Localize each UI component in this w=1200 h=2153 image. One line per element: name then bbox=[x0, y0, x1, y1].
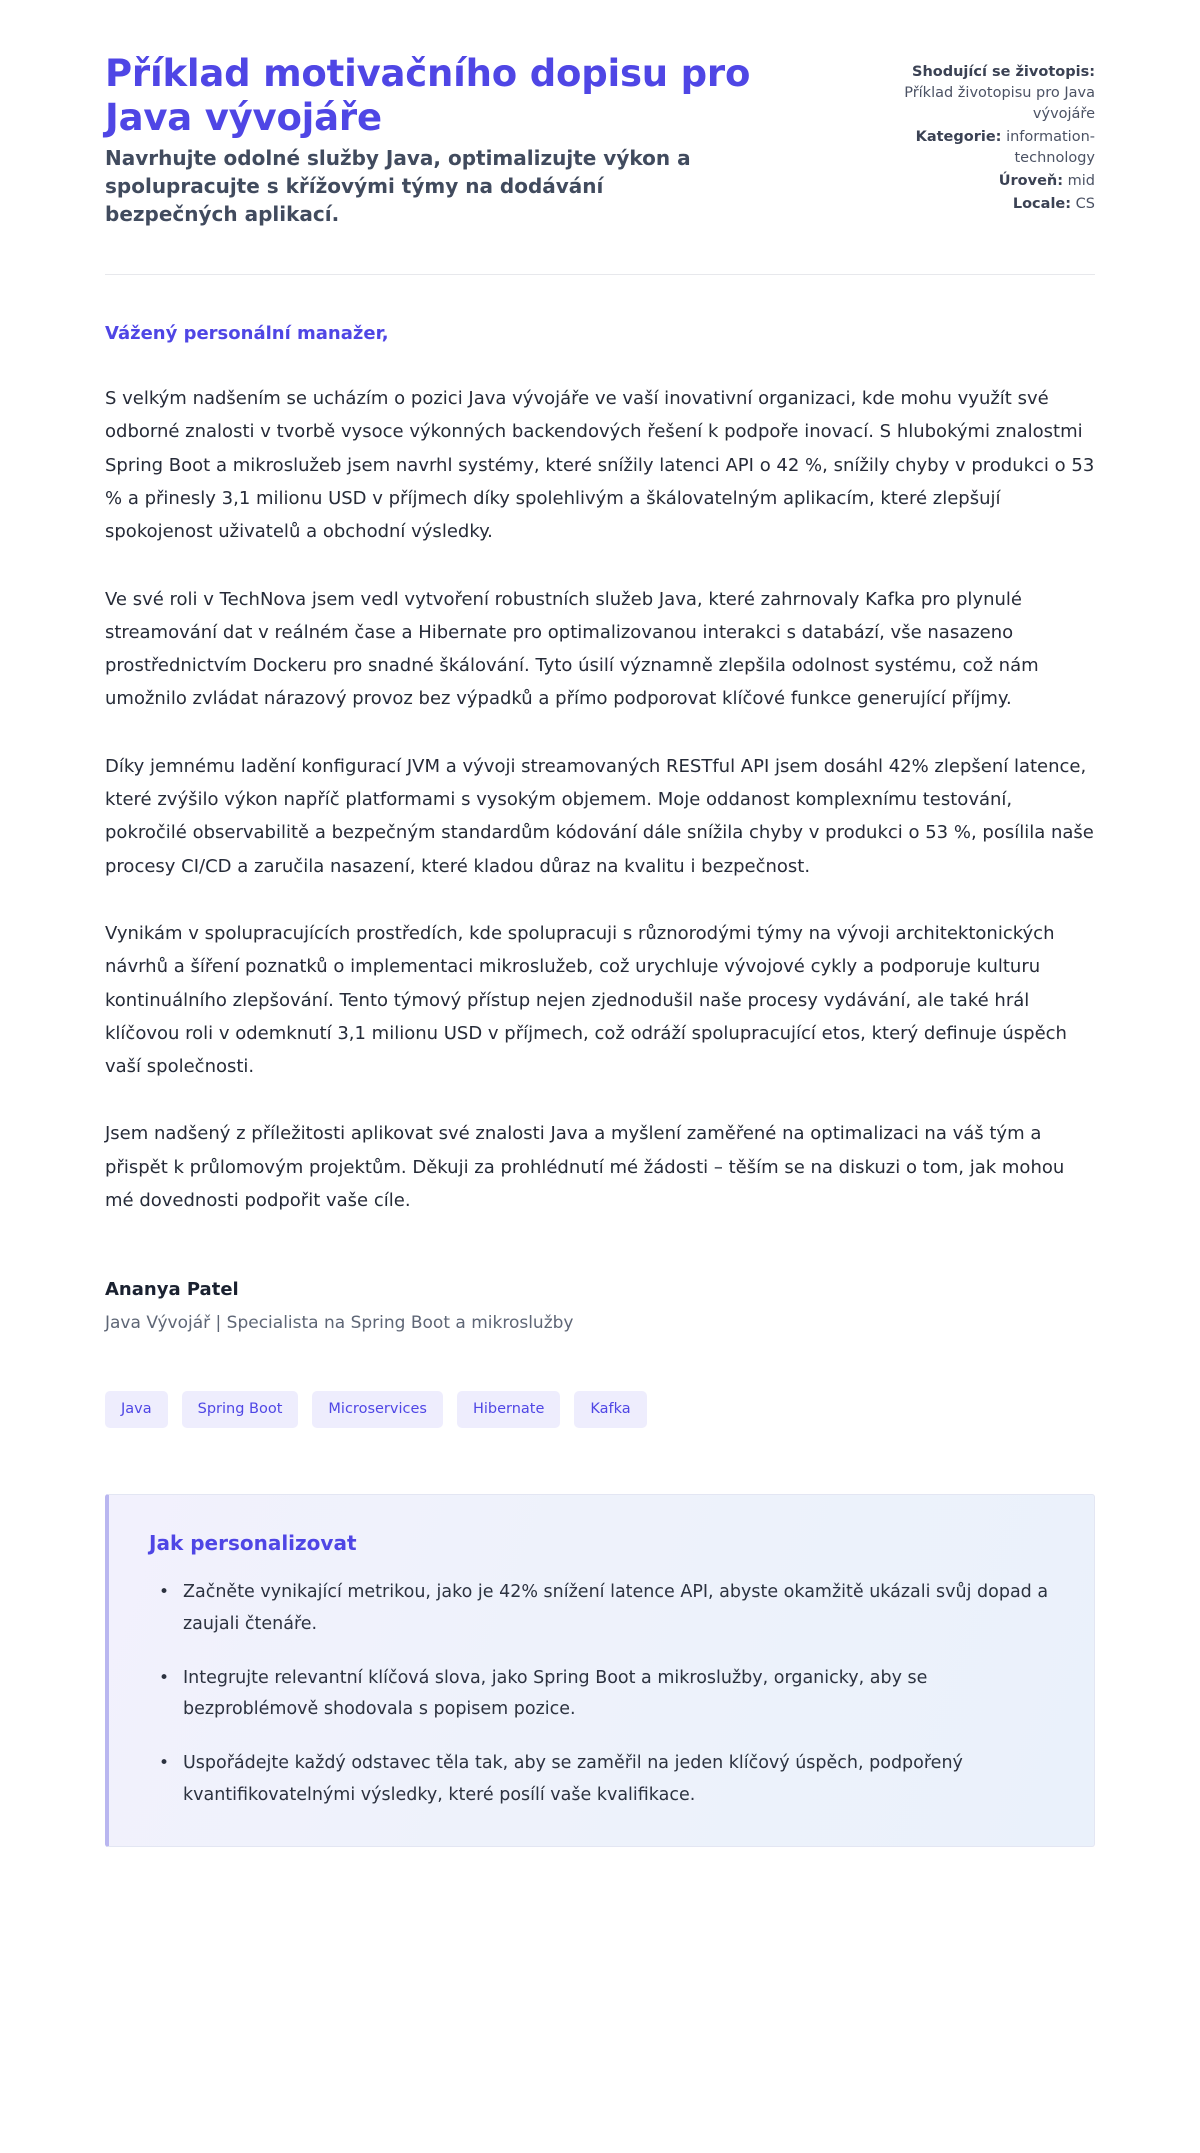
letter-paragraph: Díky jemnému ladění konfigurací JVM a vývoji streamovaných RESTful API jsem dosáhl 42% zlepšení latence, které zvýšilo výkon napříč platformami s vysokým objemem. Moje oddanost komplexnímu testování, pokročilé observabilitě a bezpečným standardům kódování dále snížila chyby v produkci o 53 %, posílila naše procesy CI/CD a zaručila nasazení, které kladou důraz na kvalitu i bezpečnost. bbox=[105, 755, 1094, 877]
meta-level-label: Úroveň: bbox=[998, 173, 1064, 190]
meta-level-value: mid bbox=[1067, 173, 1095, 190]
callout-tip-item: • Začněte vynikající metrikou, jako je 42% snížení latence API, abyste okamžitě ukázali svůj dopad a zaujali čtenáře. bbox=[179, 1577, 1054, 1641]
page-title: Příklad motivačního dopisu pro Java vývojáře bbox=[105, 52, 751, 139]
meta-level bbox=[850, 171, 1095, 192]
skill-tag[interactable]: Spring Boot bbox=[182, 1391, 299, 1428]
header-text-block bbox=[105, 52, 805, 228]
signature-name: Ananya Patel bbox=[105, 1279, 239, 1301]
skill-tag[interactable]: Hibernate bbox=[457, 1391, 560, 1428]
document-metadata bbox=[850, 52, 1095, 217]
skill-tag[interactable]: Kafka bbox=[574, 1391, 646, 1428]
letter-paragraph: S velkým nadšením se ucházím o pozici Java vývojáře ve vaší inovativní organizaci, kde mohu využít své odborné znalosti v tvorbě vysoce výkonných backendových řešení k podpoře inovací. S hlubokými znalostmi Spring Boot a mikroslužeb jsem navrhl systémy, které snížily latenci API o 42 %, snížily chyby v produkci o 53 % a přinesly 3,1 milionu USD v příjmech díky spolehlivým a škálovatelným aplikacím, které zlepšují spokojenost uživatelů a obchodní výsledky. bbox=[105, 388, 1095, 543]
meta-locale-value: CS bbox=[1075, 196, 1095, 213]
meta-category bbox=[850, 127, 1095, 169]
page-header bbox=[105, 52, 1095, 228]
meta-matching-resume-label: Shodující se životopis: bbox=[912, 64, 1095, 80]
meta-locale-label: Locale: bbox=[1012, 196, 1072, 213]
letter-greeting: Vážený personální manažer, bbox=[105, 323, 389, 345]
skill-tag[interactable]: Microservices bbox=[312, 1391, 443, 1428]
letter-paragraph: Jsem nadšený z příležitosti aplikovat své znalosti Java a myšlení zaměřené na optimalizaci na váš tým a přispět k průlomovým projektům. Děkuji za prohlédnutí mé žádosti – těším se na diskuzi o tom, jak mohou mé dovednosti podpořit vaše cíle. bbox=[105, 1123, 1065, 1212]
callout-tip-item: • Integrujte relevantní klíčová slova, jako Spring Boot a mikroslužby, organicky, aby se bezproblémově shodovala s popisem pozice. bbox=[179, 1663, 1054, 1727]
skill-tag-list bbox=[105, 1391, 1095, 1428]
meta-matching-resume-value[interactable]: Příklad životopisu pro Java vývojáře bbox=[904, 85, 1095, 123]
meta-matching-resume bbox=[850, 62, 1095, 125]
callout-title: Jak personalizovat bbox=[149, 1530, 357, 1555]
page-subtitle: Navrhujte odolné služby Java, optimalizujte výkon a spolupracujte s křížovými týmy na dodávání bezpečných aplikací. bbox=[105, 146, 691, 226]
meta-category-value: information-technology bbox=[1006, 129, 1095, 167]
letter-body bbox=[105, 275, 1095, 1333]
signature-block bbox=[105, 1279, 1095, 1333]
skill-tag[interactable]: Java bbox=[105, 1391, 168, 1428]
callout-tip-item: • Uspořádejte každý odstavec těla tak, aby se zaměřil na jeden klíčový úspěch, podpořený kvantifikovatelnými výsledky, které posílí vaše kvalifikace. bbox=[179, 1748, 1054, 1812]
letter-paragraph: Vynikám v spolupracujících prostředích, kde spolupracuji s různorodými týmy na vývoji architektonických návrhů a šíření poznatků o implementaci mikroslužeb, což urychluje vývojové cykly a podporuje kulturu kontinuálního zlepšování. Tento týmový přístup nejen zjednodušil naše procesy vydávání, ale také hrál klíčovou roli v odemknutí 3,1 milionu USD v příjmech, což odráží spolupracující etos, který definuje úspěch vaší společnosti. bbox=[105, 922, 1067, 1078]
letter-paragraph: Ve své roli v TechNova jsem vedl vytvoření robustních služeb Java, které zahrnovaly Kafka pro plynulé streamování dat v reálném čase a Hibernate pro optimalizovanou interakci s databází, vše nasazeno prostřednictvím Dockeru pro snadné škálování. Tyto úsilí významně zlepšila odolnost systému, což nám umožnilo zvládat nárazový provoz bez výpadků a přímo podporovat klíčové funkce generující příjmy. bbox=[105, 588, 1039, 710]
callout-tip-list bbox=[149, 1577, 1054, 1812]
signature-role: Java Vývojář | Specialista na Spring Boot a mikroslužby bbox=[105, 1313, 574, 1334]
personalization-callout bbox=[105, 1494, 1095, 1847]
meta-locale bbox=[850, 194, 1095, 215]
meta-category-label: Kategorie: bbox=[915, 129, 1002, 146]
